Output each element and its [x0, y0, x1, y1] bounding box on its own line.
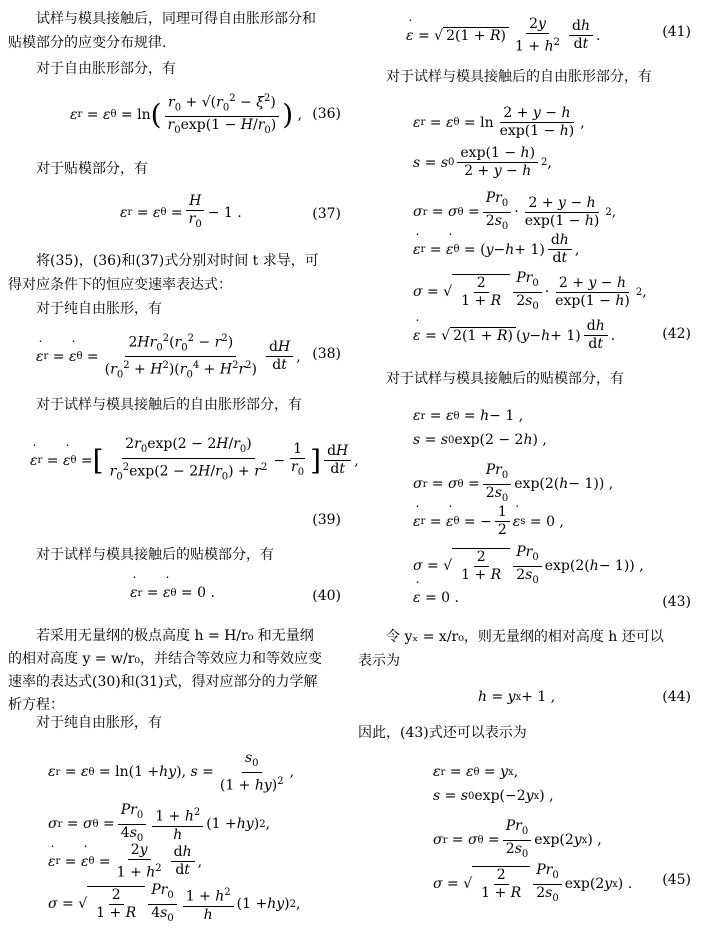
paragraph: 对于试样与模具接触后的贴模部分，有	[36, 547, 274, 563]
paragraph: 将(35)，(36)和(37)式分别对时间 t 求导，可	[36, 253, 319, 269]
equation-42-effective-stress: σ = √ $\frac{2}{1 + R}$ $\frac{Pr_0}{2s_0}$ · $\frac{2 + y - h}{\exp(1 - h)}$ 2 ,	[413, 270, 647, 312]
equation-43-strain: ε r = ε θ = h − 1 ,	[413, 408, 524, 424]
paragraph: 令 yₓ = x/r₀，则无量纲的相对高度 h 还可以	[386, 629, 664, 645]
equation-45-thickness: s = s 0 exp(−2 y x ) ,	[433, 788, 554, 804]
equation-number: (36)	[312, 106, 341, 122]
paragraph: 对于纯自由胀形，有	[36, 301, 162, 317]
equation-number: (45)	[662, 872, 691, 888]
equation-41: ε ˙ = √ 2(1 + R) $\frac{2y}{1 + h^2}$ $\frac{dh}{dt}$ .	[406, 16, 600, 56]
equation-42-strain: ε r = ε θ = ln $\frac{2 + y - h}{\exp(1 - h)}$ ,	[413, 105, 585, 139]
equation-42-thickness: s = s 0 $\frac{\exp(1 - h)}{2 + y - h}$ 2 ,	[413, 145, 552, 179]
equation-number: (43)	[662, 594, 691, 610]
equation-number: (40)	[312, 588, 341, 604]
paragraph: 对于试样与模具接触后的自由胀形部分，有	[36, 397, 302, 413]
equation-45-stress: σ r = σ θ = $\frac{Pr_0}{2s_0}$ exp(2 y x ) ,	[433, 818, 602, 860]
equation-43-rate: ε ˙ r = ε ˙ θ = − $\frac{1}{2}$ ε ˙ s = 0 ,	[413, 504, 564, 539]
paragraph: 析方程：	[8, 697, 64, 713]
equation-44: h = y x + 1 ,	[478, 689, 556, 705]
equation-42-stress: σ r = σ θ = $\frac{Pr_0}{2s_0}$ · $\frac{2 + y - h}{\exp(1 - h)}$ 2 ,	[413, 190, 617, 232]
equation-42-effective-rate: ε ˙ = √ 2(1 + R) ( y − h + 1) $\frac{dh}{dt}$ .	[413, 318, 615, 353]
equation-45-effective-stress: σ = √ $\frac{2}{1 + R}$ $\frac{Pr_0}{2s_0}$ exp(2 y x ) .	[433, 862, 633, 904]
equation-37: ε r = ε θ = $\frac{H}{r_0}$ − 1 .	[120, 193, 242, 230]
equation-43-effective-rate: ε ˙ = 0 .	[413, 590, 459, 606]
equation-number: (44)	[662, 689, 691, 705]
equation-number: (39)	[312, 512, 341, 528]
equation-40: ε ˙ r = ε ˙ θ = 0 .	[130, 585, 215, 601]
paragraph: 表示为	[358, 653, 400, 669]
paragraph: 因此，(43)式还可以表示为	[358, 725, 527, 741]
equation-free-bulge-effective-stress: σ = √ $\frac{2}{1 + R}$ $\frac{Pr_0}{4s_0}$ $\frac{1 + h^2}{h}$ (1 + hy ) 2 ,	[48, 882, 301, 924]
equation-number: (42)	[662, 326, 691, 342]
paragraph: 对于试样与模具接触后的自由胀形部分，有	[386, 69, 652, 85]
equation-43-thickness: s = s 0 exp(2 − 2 h ) ,	[413, 432, 547, 448]
equation-free-bulge-stress: σ r = σ θ = $\frac{Pr_0}{4s_0}$ $\frac{1 + h^2}{h}$ (1 + hy ) 2 ,	[48, 802, 271, 844]
equation-number: (37)	[312, 206, 341, 222]
equation-number: (38)	[312, 346, 341, 362]
equation-45-strain: ε r = ε θ = y x ,	[433, 764, 519, 780]
equation-42-rate: ε ˙ r = ε ˙ θ = ( y − h + 1) $\frac{dh}{dt}$ ,	[413, 232, 579, 267]
equation-39: ε ˙ r = ε ˙ θ = [ $\frac{2r_0\exp(2 - 2H/r_0)}{r_0^2\exp(2 - 2H/r_0) + r^2}$ − $\frac{1}{r_0}$ ] $\frac{dH}{dt}$ ,	[30, 436, 359, 485]
equation-43-effective-stress: σ = √ $\frac{2}{1 + R}$ $\frac{Pr_0}{2s_0}$ exp(2( h − 1)) ,	[413, 544, 644, 586]
equation-43-stress: σ r = σ θ = $\frac{Pr_0}{2s_0}$ exp(2( h − 1)) ,	[413, 462, 614, 504]
paragraph: 贴模部分的应变分布规律.	[8, 35, 167, 51]
equation-free-bulge-strain: ε r = ε θ = ln(1 + hy ), s = $\frac{s_0}{(1 + hy)^2}$ ,	[48, 750, 295, 794]
paragraph: 对于贴模部分，有	[36, 161, 148, 177]
equation-38: ε ˙ r = ε ˙ θ = $\frac{2Hr_0^2(r_0^2 - r^2)}{(r_0^2 + H^2)(r_0^4 + H^2r^2)}$ $\frac{dH}{dt}$ ,	[36, 330, 301, 384]
paragraph: 速率的表达式(30)和(31)式，得对应部分的力学解	[8, 674, 318, 690]
paragraph: 对于自由胀形部分，有	[36, 61, 176, 77]
paragraph: 的相对高度 y = w/r₀，并结合等效应力和等效应变	[8, 651, 322, 667]
paragraph: 对于纯自由胀形，有	[36, 715, 162, 731]
equation-36: ε r = ε θ = ln ( $\frac{r_0 + √(r_0^2 - \xi^2)}{r_0\exp(1 - H/r_0)}$ ) ,	[70, 90, 302, 139]
paragraph: 试样与模具接触后，同理可得自由胀形部分和	[36, 11, 316, 27]
equation-free-bulge-rate: ε ˙ r = ε ˙ θ = $\frac{2y}{1 + h^2}$ $\frac{dh}{dt}$ ,	[48, 842, 202, 882]
paragraph: 若采用无量纲的极点高度 h = H/r₀ 和无量纲	[36, 628, 314, 644]
paragraph: 得对应条件下的恒应变速率表达式：	[8, 277, 232, 293]
paragraph: 对于试样与模具接触后的贴模部分，有	[386, 371, 624, 387]
equation-number: (41)	[662, 24, 691, 40]
